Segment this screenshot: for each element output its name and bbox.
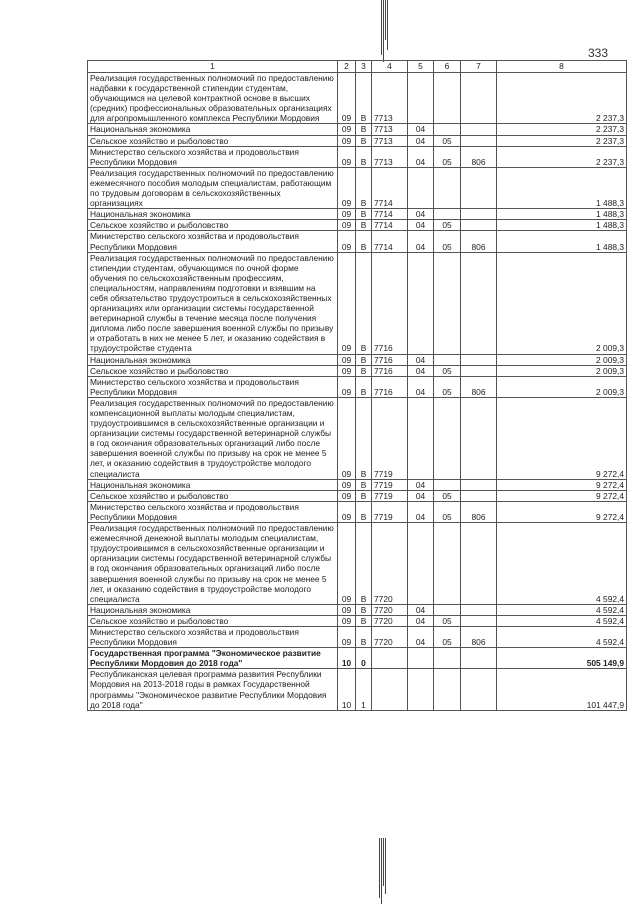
amount-cell: 2 237,3 [497,146,627,167]
code-program-cell: 09 [338,376,356,397]
amount-cell: 2 237,3 [497,124,627,135]
amount-cell: 2 009,3 [497,354,627,365]
code-ministry-cell: 806 [461,231,497,252]
code-program-cell: 09 [338,354,356,365]
code-ministry-cell [461,604,497,615]
code-section-cell: 04 [408,354,434,365]
code-section-cell [408,523,434,605]
code-direction-cell: 7714 [372,209,408,220]
header-cell: 4 [372,61,408,73]
code-section-cell: 04 [408,209,434,220]
code-section-cell [408,648,434,669]
code-section-cell: 04 [408,626,434,647]
code-section-cell: 04 [408,615,434,626]
code-subsection-cell [434,669,461,710]
amount-cell: 2 237,3 [497,73,627,124]
row-name-cell: Реализация государственных полномочий по предоставлению ежемесячной денежной выплаты молодым специалистам, трудоустроившимся в сельскохозяйственные организации и организации системы государственной ветеринарной службы в год окончания образовательных организаций либо после завершения военной службы по призыву на срок не менее 5 лет, и оказанию содействия в трудоустройстве молодого специалиста [88,523,338,605]
code-ministry-cell [461,252,497,354]
code-ministry-cell [461,365,497,376]
code-direction-cell: 7716 [372,376,408,397]
code-subsection-cell: 05 [434,146,461,167]
code-program-cell: 09 [338,252,356,354]
table-row [88,523,627,605]
code-section-cell: 04 [408,146,434,167]
code-program-cell: 10 [338,648,356,669]
code-section-cell: 04 [408,376,434,397]
code-direction-cell: 7720 [372,615,408,626]
table-row [88,490,627,501]
table-row [88,669,627,710]
row-name-cell: Сельское хозяйство и рыболовство [88,220,338,231]
amount-cell: 2 009,3 [497,365,627,376]
code-subsection-cell [434,479,461,490]
code-ministry-cell [461,648,497,669]
code-program-cell: 09 [338,365,356,376]
table-row [88,209,627,220]
code-subprogram-cell: В [356,146,372,167]
code-subsection-cell: 05 [434,501,461,522]
code-subsection-cell: 05 [434,365,461,376]
code-program-cell: 09 [338,479,356,490]
code-direction-cell: 7713 [372,135,408,146]
code-direction-cell: 7713 [372,124,408,135]
code-subprogram-cell: В [356,501,372,522]
code-program-cell: 10 [338,669,356,710]
code-direction-cell: 7720 [372,523,408,605]
code-ministry-cell [461,397,497,479]
code-program-cell: 09 [338,73,356,124]
code-ministry-cell [461,669,497,710]
code-subsection-cell: 05 [434,626,461,647]
row-name-cell: Национальная экономика [88,604,338,615]
code-program-cell: 09 [338,146,356,167]
code-direction-cell: 7716 [372,354,408,365]
code-subprogram-cell: 1 [356,669,372,710]
code-direction-cell [372,648,408,669]
code-subsection-cell [434,73,461,124]
code-subprogram-cell: В [356,354,372,365]
code-subsection-cell [434,397,461,479]
table-row [88,252,627,354]
code-subsection-cell [434,124,461,135]
table-row [88,626,627,647]
amount-cell: 9 272,4 [497,479,627,490]
amount-cell: 1 488,3 [497,167,627,208]
code-program-cell: 09 [338,626,356,647]
code-ministry-cell: 806 [461,501,497,522]
code-section-cell [408,397,434,479]
header-cell: 3 [356,61,372,73]
code-section-cell: 04 [408,135,434,146]
code-ministry-cell [461,167,497,208]
code-section-cell [408,167,434,208]
table-row [88,146,627,167]
code-ministry-cell [461,73,497,124]
code-direction-cell: 7713 [372,73,408,124]
row-name-cell: Реализация государственных полномочий по предоставлению стипендии студентам, обучающимся по очной форме обучения по сельскохозяйственным профессиям, специальностям, направлениям подготовки и взявшим на себя обязательство трудоустроиться в сельскохозяйственных организациях или организации системы государственной ветеринарной службы в течение месяца после получения диплома либо после завершения военной службы по призыву и отработать в них не менее 5 лет, и оказанию содействия в трудоустройстве студента [88,252,338,354]
header-cell: 1 [88,61,338,73]
row-name-cell: Республиканская целевая программа развития Республики Мордовия на 2013-2018 годы в рамках Государственной программы "Экономическое развитие Республики Мордовия до 2018 года" [88,669,338,710]
header-cell: 5 [408,61,434,73]
code-direction-cell: 7714 [372,167,408,208]
header-row [88,61,627,73]
code-direction-cell: 7720 [372,626,408,647]
code-program-cell: 09 [338,167,356,208]
table-row [88,648,627,669]
code-subsection-cell [434,209,461,220]
code-ministry-cell [461,479,497,490]
code-section-cell: 04 [408,220,434,231]
code-ministry-cell [461,354,497,365]
row-name-cell: Сельское хозяйство и рыболовство [88,135,338,146]
code-section-cell: 04 [408,490,434,501]
code-subprogram-cell: В [356,167,372,208]
amount-cell: 2 009,3 [497,376,627,397]
table-row [88,73,627,124]
code-subprogram-cell: В [356,124,372,135]
code-program-cell: 09 [338,231,356,252]
code-subprogram-cell: В [356,376,372,397]
budget-table [87,60,627,711]
code-subprogram-cell: 0 [356,648,372,669]
amount-cell: 505 149,9 [497,648,627,669]
row-name-cell: Национальная экономика [88,354,338,365]
code-program-cell: 09 [338,397,356,479]
code-section-cell: 04 [408,604,434,615]
row-name-cell: Национальная экономика [88,479,338,490]
code-section-cell: 04 [408,231,434,252]
code-subprogram-cell: В [356,252,372,354]
code-direction-cell: 7714 [372,220,408,231]
binding-mark-bottom [378,838,386,904]
code-section-cell: 04 [408,365,434,376]
code-section-cell: 04 [408,124,434,135]
code-subsection-cell [434,354,461,365]
amount-cell: 4 592,4 [497,523,627,605]
amount-cell: 2 237,3 [497,135,627,146]
code-section-cell [408,252,434,354]
page-number: 333 [588,46,609,60]
table-row [88,124,627,135]
code-subsection-cell [434,252,461,354]
code-ministry-cell [461,490,497,501]
code-subsection-cell: 05 [434,135,461,146]
amount-cell: 9 272,4 [497,501,627,522]
table-row [88,354,627,365]
code-program-cell: 09 [338,124,356,135]
code-direction-cell: 7719 [372,479,408,490]
row-name-cell: Министерство сельского хозяйства и продовольствия Республики Мордовия [88,501,338,522]
code-program-cell: 09 [338,209,356,220]
amount-cell: 1 488,3 [497,220,627,231]
code-subprogram-cell: В [356,365,372,376]
amount-cell: 1 488,3 [497,231,627,252]
code-subprogram-cell: В [356,615,372,626]
code-direction-cell: 7719 [372,490,408,501]
code-direction-cell: 7720 [372,604,408,615]
code-ministry-cell: 806 [461,376,497,397]
amount-cell: 4 592,4 [497,626,627,647]
code-subsection-cell [434,604,461,615]
row-name-cell: Реализация государственных полномочий по предоставлению компенсационной выплаты молодым специалистам, трудоустроившимся в сельскохозяйственные организации и организации системы государственной ветеринарной службы в год окончания образовательных организаций либо после завершения военной службы по призыву на срок не менее 5 лет, и оказанию содействия в трудоустройстве молодого специалиста [88,397,338,479]
table-row [88,604,627,615]
code-direction-cell: 7719 [372,501,408,522]
row-name-cell: Министерство сельского хозяйства и продовольствия Республики Мордовия [88,146,338,167]
amount-cell: 101 447,9 [497,669,627,710]
row-name-cell: Министерство сельского хозяйства и продовольствия Республики Мордовия [88,231,338,252]
code-subsection-cell: 05 [434,490,461,501]
table-row [88,231,627,252]
code-ministry-cell [461,135,497,146]
table-row [88,397,627,479]
code-subsection-cell: 05 [434,231,461,252]
code-ministry-cell [461,615,497,626]
row-name-cell: Сельское хозяйство и рыболовство [88,365,338,376]
table-row [88,135,627,146]
code-direction-cell: 7716 [372,252,408,354]
code-program-cell: 09 [338,604,356,615]
row-name-cell: Национальная экономика [88,124,338,135]
code-subprogram-cell: В [356,479,372,490]
code-direction-cell: 7716 [372,365,408,376]
amount-cell: 9 272,4 [497,490,627,501]
table-row [88,501,627,522]
amount-cell: 4 592,4 [497,615,627,626]
code-direction-cell: 7719 [372,397,408,479]
code-program-cell: 09 [338,135,356,146]
code-subsection-cell [434,523,461,605]
header-cell: 2 [338,61,356,73]
code-subprogram-cell: В [356,523,372,605]
row-name-cell: Сельское хозяйство и рыболовство [88,490,338,501]
row-name-cell: Государственная программа "Экономическое развитие Республики Мордовия до 2018 года" [88,648,338,669]
code-subprogram-cell: В [356,397,372,479]
code-direction-cell: 7713 [372,146,408,167]
code-subprogram-cell: В [356,490,372,501]
code-subprogram-cell: В [356,604,372,615]
code-ministry-cell [461,209,497,220]
amount-cell: 2 009,3 [497,252,627,354]
header-cell: 7 [461,61,497,73]
amount-cell: 4 592,4 [497,604,627,615]
code-subprogram-cell: В [356,626,372,647]
binding-mark-top [380,0,388,62]
code-ministry-cell [461,124,497,135]
code-subsection-cell [434,648,461,669]
code-program-cell: 09 [338,501,356,522]
table-row [88,220,627,231]
code-subsection-cell [434,167,461,208]
table-row [88,167,627,208]
code-program-cell: 09 [338,615,356,626]
code-program-cell: 09 [338,523,356,605]
code-section-cell [408,73,434,124]
table-row [88,615,627,626]
code-subprogram-cell: В [356,73,372,124]
code-program-cell: 09 [338,220,356,231]
code-section-cell [408,669,434,710]
code-ministry-cell: 806 [461,626,497,647]
table-row [88,376,627,397]
table-body [88,73,627,711]
code-subprogram-cell: В [356,209,372,220]
code-direction-cell [372,669,408,710]
code-program-cell: 09 [338,490,356,501]
code-subsection-cell: 05 [434,615,461,626]
row-name-cell: Министерство сельского хозяйства и продовольствия Республики Мордовия [88,376,338,397]
row-name-cell: Министерство сельского хозяйства и продовольствия Республики Мордовия [88,626,338,647]
code-subsection-cell: 05 [434,376,461,397]
table-row [88,365,627,376]
code-ministry-cell [461,220,497,231]
header-cell: 8 [497,61,627,73]
code-subprogram-cell: В [356,135,372,146]
table-row [88,479,627,490]
code-ministry-cell [461,523,497,605]
code-subprogram-cell: В [356,231,372,252]
code-section-cell: 04 [408,501,434,522]
row-name-cell: Реализация государственных полномочий по предоставлению надбавки к государственной стипендии студентам, обучающимся на целевой контрактной основе в высших (средних) профессиональных образовательных организациях для агропромышленного комплекса Республики Мордовия [88,73,338,124]
row-name-cell: Реализация государственных полномочий по предоставлению ежемесячного пособия молодым специалистам, работающим по трудовым договорам в сельскохозяйственных организациях [88,167,338,208]
code-subprogram-cell: В [356,220,372,231]
code-ministry-cell: 806 [461,146,497,167]
amount-cell: 9 272,4 [497,397,627,479]
row-name-cell: Сельское хозяйство и рыболовство [88,615,338,626]
row-name-cell: Национальная экономика [88,209,338,220]
code-direction-cell: 7714 [372,231,408,252]
amount-cell: 1 488,3 [497,209,627,220]
code-subsection-cell: 05 [434,220,461,231]
header-cell: 6 [434,61,461,73]
code-section-cell: 04 [408,479,434,490]
